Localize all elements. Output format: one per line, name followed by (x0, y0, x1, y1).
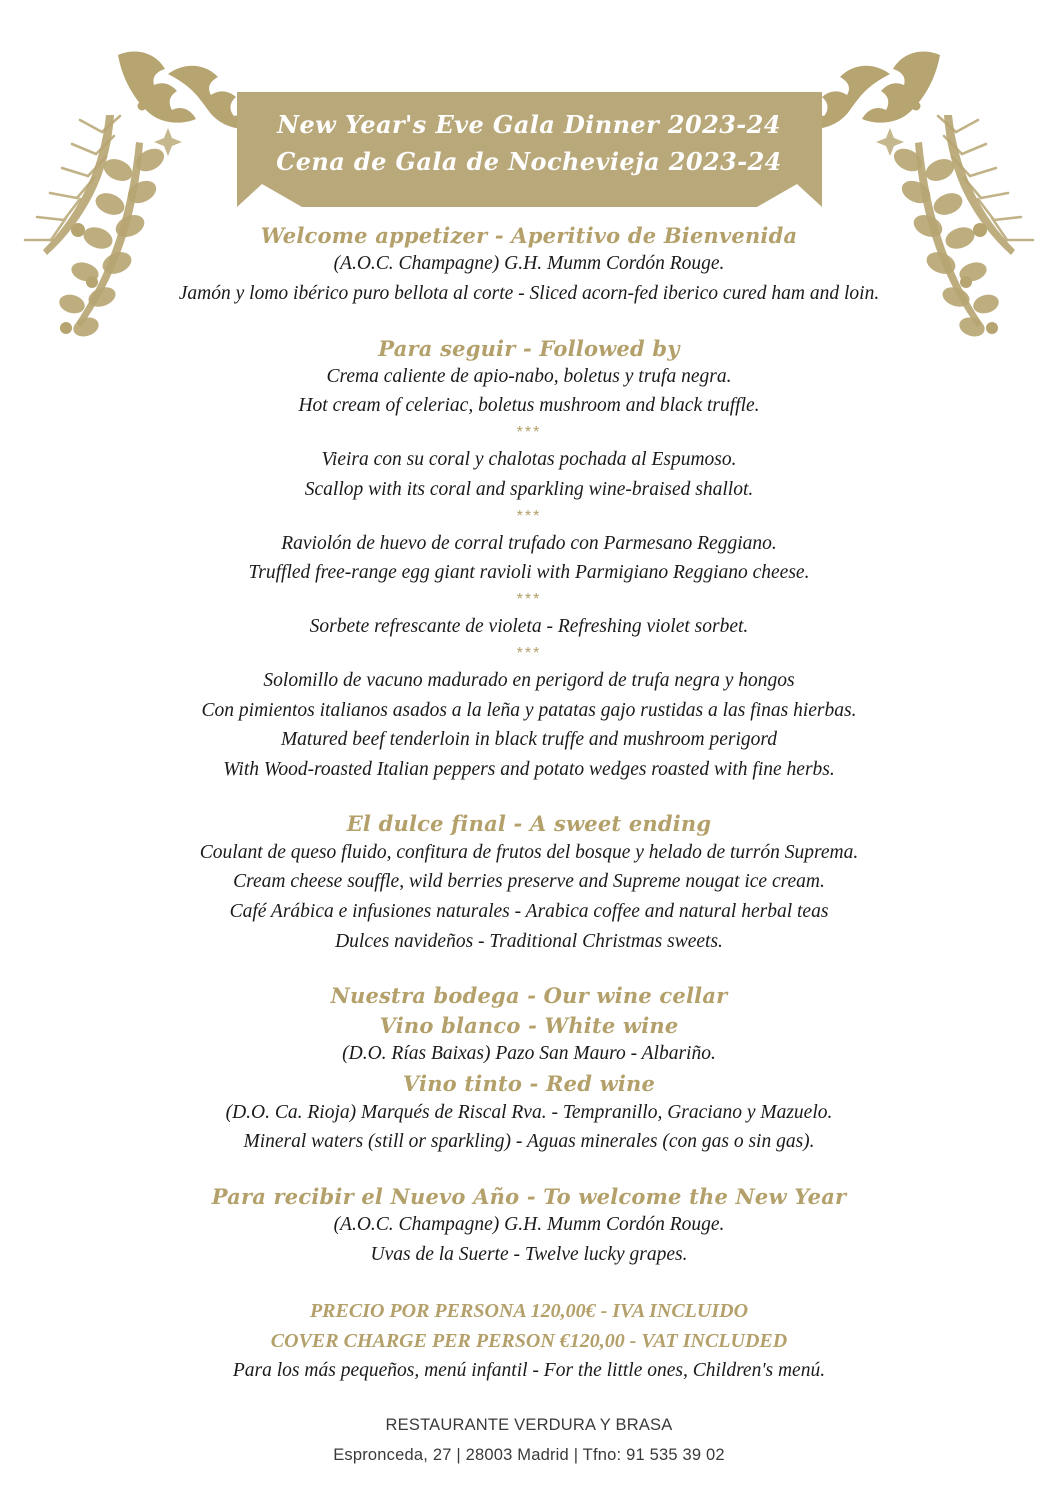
menu-line: Uvas de la Suerte - Twelve lucky grapes. (370, 1243, 688, 1265)
course-separator: *** (516, 507, 542, 525)
restaurant-address: Espronceda, 27 | 28003 Madrid | Tfno: 91 535 39 02 (333, 1446, 725, 1465)
menu-line: Matured beef tenderloin in black truffe and mushroom perigord (280, 729, 778, 751)
price-line-en: COVER CHARGE PER PERSON €120,00 - VAT INCLUDED (270, 1329, 788, 1352)
banner-title-en: New Year's Eve Gala Dinner 2023-24 (277, 110, 781, 139)
course-separator: *** (516, 590, 542, 608)
section-followed-by (60, 335, 998, 785)
children-menu-note: Para los más pequeños, menú infantil - For the little ones, Children's menú. (232, 1359, 826, 1381)
footer (0, 1410, 1058, 1471)
menu-line: With Wood-roasted Italian peppers and potato wedges roasted with fine herbs. (223, 758, 835, 780)
menu-line: (A.O.C. Champagne) G.H. Mumm Cordón Rouge. (333, 253, 725, 275)
price-block (60, 1296, 998, 1386)
subsection-heading-red-wine: Vino tinto - Red wine (402, 1071, 656, 1097)
price-line-es: PRECIO POR PERSONA 120,00€ - IVA INCLUIDO (309, 1299, 749, 1322)
course-separator: *** (516, 644, 542, 662)
restaurant-name: RESTAURANTE VERDURA Y BRASA (385, 1415, 673, 1434)
menu-line: Raviolón de huevo de corral trufado con Parmesano Reggiano. (281, 532, 777, 554)
banner-title-es: Cena de Gala de Nochevieja 2023-24 (276, 147, 782, 177)
menu-line: (D.O. Rías Baixas) Pazo San Mauro - Albariño. (342, 1042, 716, 1064)
section-heading: Para seguir - Followed by (378, 335, 680, 361)
menu-line: Mineral waters (still or sparkling) - Aguas minerales (con gas o sin gas). (243, 1131, 815, 1153)
menu-line: Solomillo de vacuno madurado en perigord de trufa negra y hongos (263, 669, 795, 691)
menu-line: Hot cream of celeriac, boletus mushroom and black truffle. (298, 395, 760, 417)
menu-line: Scallop with its coral and sparkling wine-braised shallot. (304, 478, 754, 500)
menu-line: (A.O.C. Champagne) G.H. Mumm Cordón Rouge. (333, 1214, 725, 1236)
menu-line: Sorbete refrescante de violeta - Refreshing violet sorbet. (309, 616, 749, 638)
section-new-year (60, 1183, 998, 1270)
title-banner (0, 92, 1058, 207)
section-heading: El dulce final - A sweet ending (346, 811, 712, 837)
menu-line: Crema caliente de apio-nabo, boletus y trufa negra. (326, 365, 732, 387)
menu-line: Con pimientos italianos asados a la leña y patatas gajo rustidas a las finas hierbas. (201, 699, 857, 721)
menu-line: Cream cheese souffle, wild berries preserve and Supreme nougat ice cream. (233, 871, 825, 893)
section-heading: Para recibir el Nuevo Año - To welcome the New Year (211, 1184, 847, 1210)
menu-content (60, 222, 998, 1385)
course-separator: *** (516, 424, 542, 442)
menu-line: Vieira con su coral y chalotas pochada al Espumoso. (321, 449, 737, 471)
menu-line: Café Arábica e infusiones naturales - Arabica coffee and natural herbal teas (229, 901, 829, 923)
menu-line: (D.O. Ca. Rioja) Marqués de Riscal Rva. - Tempranillo, Graciano y Mazuelo. (225, 1101, 833, 1123)
menu-line: Truffled free-range egg giant ravioli with Parmigiano Reggiano cheese. (248, 562, 810, 584)
menu-line: Jamón y lomo ibérico puro bellota al corte - Sliced acorn-fed iberico cured ham and loin. (178, 282, 880, 304)
section-heading: Nuestra bodega - Our wine cellar (330, 983, 728, 1009)
section-welcome-appetizer (60, 222, 998, 309)
menu-line: Dulces navideños - Traditional Christmas sweets. (335, 930, 723, 952)
subsection-heading-white-wine: Vino blanco - White wine (379, 1012, 679, 1038)
menu-line: Coulant de queso fluido, confitura de frutos del bosque y helado de turrón Suprema. (199, 841, 859, 863)
section-sweet-ending (60, 810, 998, 956)
section-wine-cellar (60, 982, 998, 1157)
section-heading: Welcome appetizer - Aperitivo de Bienvenida (260, 223, 798, 248)
